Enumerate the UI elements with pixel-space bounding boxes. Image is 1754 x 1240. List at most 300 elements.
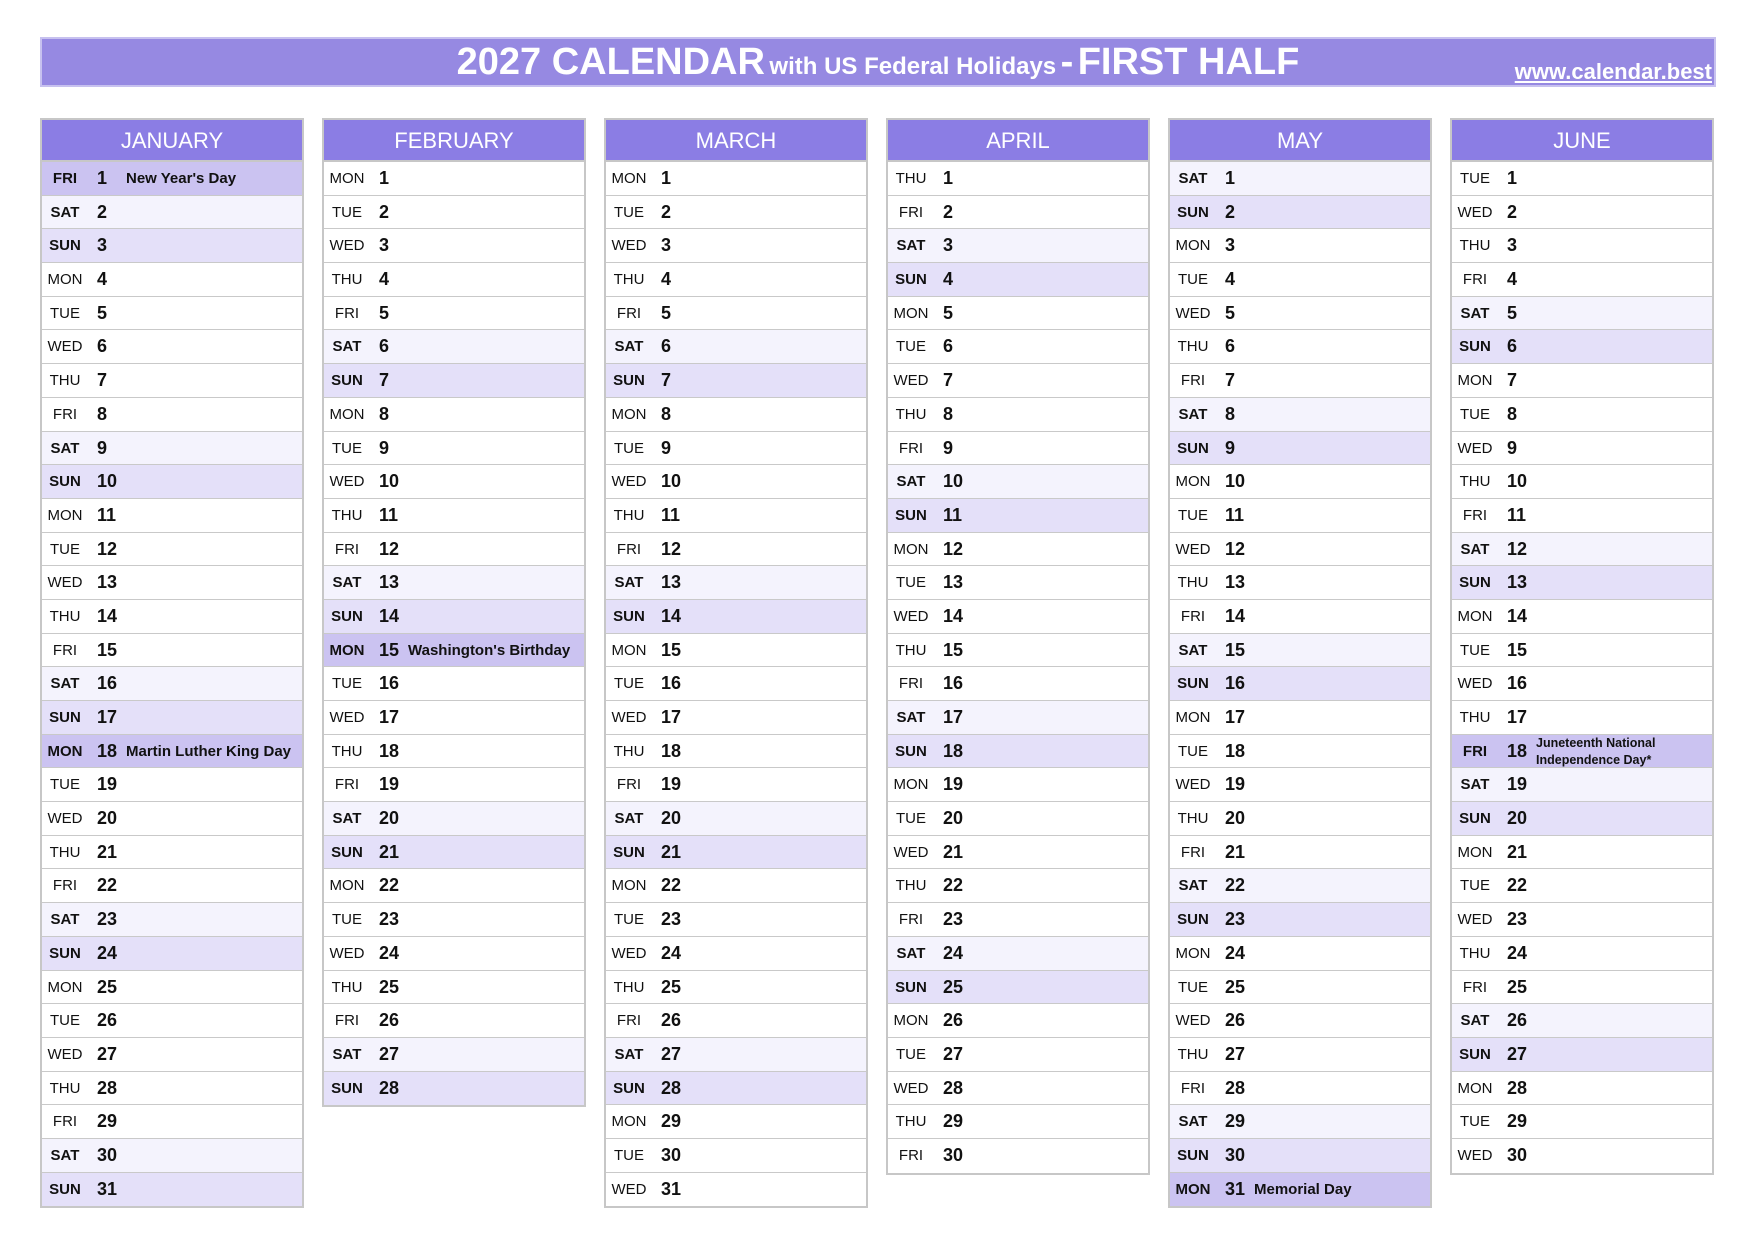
day-number: 17 <box>379 707 400 727</box>
day-number: 30 <box>943 1144 964 1165</box>
weekday-label: SAT <box>896 709 926 726</box>
day-row <box>888 1004 1148 1038</box>
day-number: 20 <box>1225 808 1246 829</box>
weekday-label: MON <box>1175 1180 1211 1198</box>
month-header: FEBRUARY <box>324 120 584 162</box>
weekday-label: WED <box>893 843 929 861</box>
weekday-label: TUE <box>1178 978 1208 996</box>
weekday-label: THU <box>895 405 927 423</box>
weekday-label: WED <box>329 473 365 491</box>
day-number: 26 <box>379 1010 400 1031</box>
weekday-label: THU <box>1177 338 1209 356</box>
weekday-label: SUN <box>613 1079 645 1097</box>
month-column-june <box>1450 118 1714 1175</box>
day-number: 27 <box>1507 1043 1528 1064</box>
day-number: 27 <box>943 1043 964 1064</box>
day-row <box>888 398 1148 432</box>
weekday-label: SUN <box>613 607 645 625</box>
holiday-label: New Year's Day <box>126 170 237 187</box>
day-number: 30 <box>1507 1144 1528 1165</box>
day-number: 25 <box>1507 976 1528 997</box>
day-row <box>324 162 584 196</box>
day-number: 12 <box>943 538 964 559</box>
weekday-label: MON <box>1457 607 1493 625</box>
day-number: 24 <box>661 942 682 963</box>
day-number: 26 <box>943 1010 964 1031</box>
day-row <box>606 634 866 668</box>
weekday-label: FRI <box>52 170 78 187</box>
weekday-label: WED <box>893 1079 929 1097</box>
day-row <box>606 263 866 297</box>
day-number: 17 <box>97 707 118 727</box>
day-row <box>1170 903 1430 937</box>
day-number: 18 <box>97 740 118 761</box>
day-number: 18 <box>943 740 964 761</box>
weekday-label: WED <box>1457 675 1493 693</box>
day-row <box>42 836 302 870</box>
day-row <box>1452 330 1712 364</box>
weekday-label: SAT <box>1460 304 1490 322</box>
day-row <box>888 600 1148 634</box>
day-row <box>1452 229 1712 263</box>
day-number: 30 <box>97 1144 118 1165</box>
weekday-label: THU <box>49 1079 81 1097</box>
day-number: 8 <box>943 403 954 424</box>
day-number: 9 <box>943 437 954 458</box>
day-number: 16 <box>1225 673 1246 694</box>
weekday-label: SUN <box>613 372 645 390</box>
weekday-label: THU <box>613 742 645 760</box>
day-number: 7 <box>1225 370 1236 391</box>
day-number: 12 <box>1225 538 1246 559</box>
weekday-label: FRI <box>334 304 360 322</box>
day-number: 4 <box>97 269 108 290</box>
weekday-label: FRI <box>52 1113 78 1131</box>
day-number: 18 <box>1225 740 1246 761</box>
day-row <box>1452 398 1712 432</box>
weekday-label: FRI <box>52 877 78 895</box>
day-row <box>606 1173 866 1207</box>
day-row <box>42 1072 302 1106</box>
day-row <box>606 229 866 263</box>
day-row <box>888 735 1148 769</box>
holiday-label: Washington's Birthday <box>408 641 571 659</box>
day-row <box>1170 1072 1430 1106</box>
weekday-label: MON <box>611 405 647 423</box>
weekday-label: SAT <box>50 675 80 693</box>
day-row <box>888 196 1148 230</box>
weekday-label: TUE <box>332 439 362 457</box>
month-header: JUNE <box>1452 120 1712 162</box>
weekday-label: THU <box>331 978 363 996</box>
weekday-label: FRI <box>1180 843 1206 861</box>
weekday-label: THU <box>1459 237 1491 255</box>
day-number: 7 <box>1507 370 1518 391</box>
day-row <box>1452 903 1712 937</box>
day-number: 25 <box>97 976 118 997</box>
day-row <box>1452 1072 1712 1106</box>
day-row <box>1170 600 1430 634</box>
weekday-label: SUN <box>895 271 927 289</box>
day-number: 5 <box>661 302 672 323</box>
weekday-label: WED <box>611 473 647 491</box>
weekday-label: FRI <box>898 1146 924 1164</box>
day-row <box>1170 937 1430 971</box>
weekday-label: FRI <box>52 405 78 423</box>
day-row <box>42 1004 302 1038</box>
weekday-label: MON <box>1457 1079 1493 1097</box>
day-number: 24 <box>97 942 118 963</box>
weekday-label: MON <box>611 641 647 659</box>
weekday-label: THU <box>1177 810 1209 828</box>
day-number: 19 <box>943 774 964 795</box>
weekday-label: SUN <box>1459 338 1491 356</box>
weekday-label: MON <box>1175 944 1211 962</box>
day-number: 6 <box>661 336 672 357</box>
day-number: 1 <box>661 168 672 188</box>
day-row <box>888 667 1148 701</box>
weekday-label: WED <box>611 237 647 255</box>
day-row <box>324 432 584 466</box>
weekday-label: TUE <box>332 911 362 929</box>
day-row <box>1170 1004 1430 1038</box>
weekday-label: FRI <box>616 304 642 322</box>
day-row <box>42 465 302 499</box>
day-row <box>42 263 302 297</box>
day-row <box>606 533 866 567</box>
site-link[interactable]: www.calendar.best <box>1514 59 1712 84</box>
weekday-label: FRI <box>334 540 360 558</box>
day-number: 28 <box>1225 1077 1246 1098</box>
day-number: 21 <box>661 841 682 862</box>
day-row <box>324 398 584 432</box>
weekday-label: MON <box>329 877 365 895</box>
day-number: 1 <box>97 168 108 188</box>
weekday-label: SUN <box>49 709 81 726</box>
day-row <box>1170 297 1430 331</box>
day-number: 8 <box>97 403 108 424</box>
weekday-label: WED <box>47 810 83 828</box>
day-number: 17 <box>1225 707 1246 727</box>
day-row <box>1170 735 1430 769</box>
day-number: 6 <box>1507 336 1518 357</box>
weekday-label: TUE <box>896 1045 926 1063</box>
day-row <box>1170 364 1430 398</box>
day-row <box>324 802 584 836</box>
day-row <box>1452 600 1712 634</box>
day-row <box>1170 432 1430 466</box>
weekday-label: FRI <box>1462 978 1488 996</box>
weekday-label: THU <box>1177 574 1209 592</box>
weekday-label: SUN <box>1177 911 1209 929</box>
weekday-label: TUE <box>614 439 644 457</box>
day-row <box>1170 1038 1430 1072</box>
day-number: 3 <box>379 235 390 256</box>
weekday-label: THU <box>49 372 81 390</box>
weekday-label: MON <box>47 742 83 760</box>
day-row <box>42 701 302 735</box>
day-number: 6 <box>97 336 108 357</box>
day-number: 6 <box>379 336 390 357</box>
day-number: 16 <box>943 673 964 694</box>
day-number: 11 <box>1225 504 1245 525</box>
day-number: 2 <box>943 201 954 222</box>
day-number: 17 <box>1507 707 1528 727</box>
day-row <box>324 263 584 297</box>
weekday-label: TUE <box>50 776 80 794</box>
day-row <box>42 566 302 600</box>
weekday-label: TUE <box>1460 1113 1490 1131</box>
day-row <box>888 1072 1148 1106</box>
day-number: 16 <box>1507 673 1528 694</box>
weekday-label: MON <box>1175 473 1211 491</box>
day-number: 15 <box>943 639 964 660</box>
day-number: 13 <box>943 572 964 593</box>
day-number: 11 <box>1507 504 1527 525</box>
day-row <box>324 634 584 668</box>
day-row <box>1452 701 1712 735</box>
weekday-label: WED <box>1175 1012 1211 1030</box>
day-row <box>42 937 302 971</box>
day-number: 31 <box>661 1178 682 1199</box>
day-number: 20 <box>379 808 400 829</box>
day-number: 19 <box>97 774 118 795</box>
weekday-label: TUE <box>1178 742 1208 760</box>
day-number: 18 <box>379 740 400 761</box>
day-row <box>888 566 1148 600</box>
day-number: 28 <box>1507 1077 1528 1098</box>
day-row <box>606 937 866 971</box>
day-row <box>42 297 302 331</box>
day-number: 16 <box>661 673 682 694</box>
day-row <box>888 768 1148 802</box>
day-number: 10 <box>1507 471 1528 492</box>
day-number: 8 <box>661 403 672 424</box>
day-row <box>606 364 866 398</box>
day-row <box>1170 465 1430 499</box>
weekday-label: WED <box>611 944 647 962</box>
weekday-label: TUE <box>1460 170 1490 187</box>
day-row <box>324 768 584 802</box>
weekday-label: TUE <box>50 1012 80 1030</box>
weekday-label: SAT <box>614 810 644 828</box>
weekday-label: FRI <box>616 540 642 558</box>
day-number: 16 <box>97 673 118 694</box>
day-row <box>42 1038 302 1072</box>
day-row <box>42 600 302 634</box>
weekday-label: SUN <box>49 473 81 491</box>
day-number: 23 <box>379 909 400 930</box>
day-row <box>1170 1139 1430 1173</box>
day-row <box>606 297 866 331</box>
day-row <box>1170 263 1430 297</box>
day-row <box>606 398 866 432</box>
weekday-label: THU <box>331 271 363 289</box>
day-row <box>888 364 1148 398</box>
weekday-label: FRI <box>898 675 924 693</box>
day-number: 6 <box>943 336 954 357</box>
day-number: 1 <box>943 168 954 188</box>
day-number: 15 <box>379 639 400 660</box>
day-number: 11 <box>97 504 117 525</box>
day-number: 28 <box>97 1077 118 1098</box>
day-row <box>1452 297 1712 331</box>
day-row <box>1452 869 1712 903</box>
day-row <box>324 1072 584 1106</box>
weekday-label: WED <box>611 1180 647 1198</box>
weekday-label: WED <box>47 1045 83 1063</box>
day-number: 23 <box>661 909 682 930</box>
day-row <box>324 297 584 331</box>
weekday-label: WED <box>329 709 365 726</box>
day-row <box>888 229 1148 263</box>
day-row <box>1170 802 1430 836</box>
day-row <box>606 768 866 802</box>
day-row <box>1170 1105 1430 1139</box>
day-number: 17 <box>943 707 964 727</box>
weekday-label: SAT <box>614 1045 644 1063</box>
day-number: 27 <box>379 1043 400 1064</box>
weekday-label: SAT <box>1178 1113 1208 1131</box>
day-number: 9 <box>97 437 108 458</box>
weekday-label: MON <box>329 641 365 659</box>
day-row <box>606 432 866 466</box>
day-number: 9 <box>379 437 390 458</box>
day-number: 27 <box>1225 1043 1246 1064</box>
weekday-label: WED <box>1175 304 1211 322</box>
day-number: 10 <box>97 471 118 492</box>
day-number: 14 <box>379 605 400 626</box>
day-row <box>1170 768 1430 802</box>
day-row <box>324 937 584 971</box>
day-row <box>1170 1173 1430 1207</box>
day-row <box>42 903 302 937</box>
day-row <box>1452 667 1712 701</box>
weekday-label: SUN <box>331 843 363 861</box>
weekday-label: FRI <box>898 911 924 929</box>
day-number: 12 <box>97 538 118 559</box>
weekday-label: SAT <box>332 1045 362 1063</box>
weekday-label: SAT <box>896 944 926 962</box>
weekday-label: SUN <box>49 237 81 255</box>
day-row <box>42 869 302 903</box>
day-row <box>606 667 866 701</box>
weekday-label: TUE <box>332 203 362 221</box>
weekday-label: SAT <box>614 574 644 592</box>
weekday-label: MON <box>1175 237 1211 255</box>
day-row <box>1170 398 1430 432</box>
weekday-label: TUE <box>896 810 926 828</box>
day-row <box>1452 836 1712 870</box>
day-number: 7 <box>661 370 672 391</box>
day-number: 25 <box>943 976 964 997</box>
day-row <box>1170 162 1430 196</box>
day-row <box>1452 971 1712 1005</box>
day-number: 29 <box>97 1111 118 1132</box>
day-row <box>1452 768 1712 802</box>
day-number: 1 <box>1225 168 1236 188</box>
weekday-label: THU <box>895 877 927 895</box>
weekday-label: TUE <box>896 574 926 592</box>
weekday-label: FRI <box>334 1012 360 1030</box>
day-row <box>1452 735 1712 769</box>
weekday-label: SAT <box>332 338 362 356</box>
day-row <box>1452 364 1712 398</box>
weekday-label: MON <box>893 776 929 794</box>
weekday-label: SAT <box>896 473 926 491</box>
day-row <box>606 566 866 600</box>
day-row <box>1170 196 1430 230</box>
day-number: 14 <box>943 605 964 626</box>
day-row <box>888 297 1148 331</box>
weekday-label: SAT <box>1178 641 1208 659</box>
month-header: MARCH <box>606 120 866 162</box>
weekday-label: SAT <box>614 338 644 356</box>
day-number: 21 <box>379 841 400 862</box>
day-number: 14 <box>1225 605 1246 626</box>
day-row <box>888 533 1148 567</box>
day-number: 10 <box>379 471 400 492</box>
weekday-label: MON <box>47 978 83 996</box>
day-number: 14 <box>661 605 682 626</box>
weekday-label: WED <box>47 574 83 592</box>
weekday-label: SUN <box>49 1180 81 1198</box>
weekday-label: WED <box>893 607 929 625</box>
day-row <box>42 330 302 364</box>
day-number: 4 <box>661 269 672 290</box>
day-number: 13 <box>1507 572 1528 593</box>
day-row <box>42 667 302 701</box>
day-number: 29 <box>661 1111 682 1132</box>
weekday-label: MON <box>611 170 647 187</box>
weekday-label: SAT <box>1178 877 1208 895</box>
day-number: 2 <box>1225 201 1236 222</box>
day-number: 22 <box>1507 875 1528 896</box>
day-number: 5 <box>1507 302 1518 323</box>
weekday-label: FRI <box>1462 271 1488 289</box>
day-number: 12 <box>661 538 682 559</box>
day-number: 3 <box>1225 235 1236 256</box>
day-row <box>1452 499 1712 533</box>
day-row <box>42 735 302 769</box>
day-row <box>324 465 584 499</box>
day-number: 26 <box>97 1010 118 1031</box>
day-number: 11 <box>661 504 681 525</box>
weekday-label: THU <box>895 1113 927 1131</box>
day-row <box>606 1139 866 1173</box>
weekday-label: THU <box>1459 944 1491 962</box>
weekday-label: MON <box>47 506 83 524</box>
day-number: 25 <box>379 976 400 997</box>
day-row <box>888 263 1148 297</box>
weekday-label: SUN <box>49 944 81 962</box>
day-number: 4 <box>943 269 954 290</box>
weekday-label: TUE <box>614 1146 644 1164</box>
day-number: 23 <box>1225 909 1246 930</box>
day-number: 28 <box>661 1077 682 1098</box>
day-row <box>888 330 1148 364</box>
day-number: 19 <box>1507 774 1528 795</box>
weekday-label: FRI <box>1462 742 1488 760</box>
day-number: 3 <box>661 235 672 256</box>
day-row <box>1170 229 1430 263</box>
day-number: 7 <box>379 370 390 391</box>
weekday-label: FRI <box>334 776 360 794</box>
day-number: 1 <box>379 168 390 188</box>
day-number: 22 <box>661 875 682 896</box>
weekday-label: SUN <box>1459 1045 1491 1063</box>
day-row <box>1452 634 1712 668</box>
